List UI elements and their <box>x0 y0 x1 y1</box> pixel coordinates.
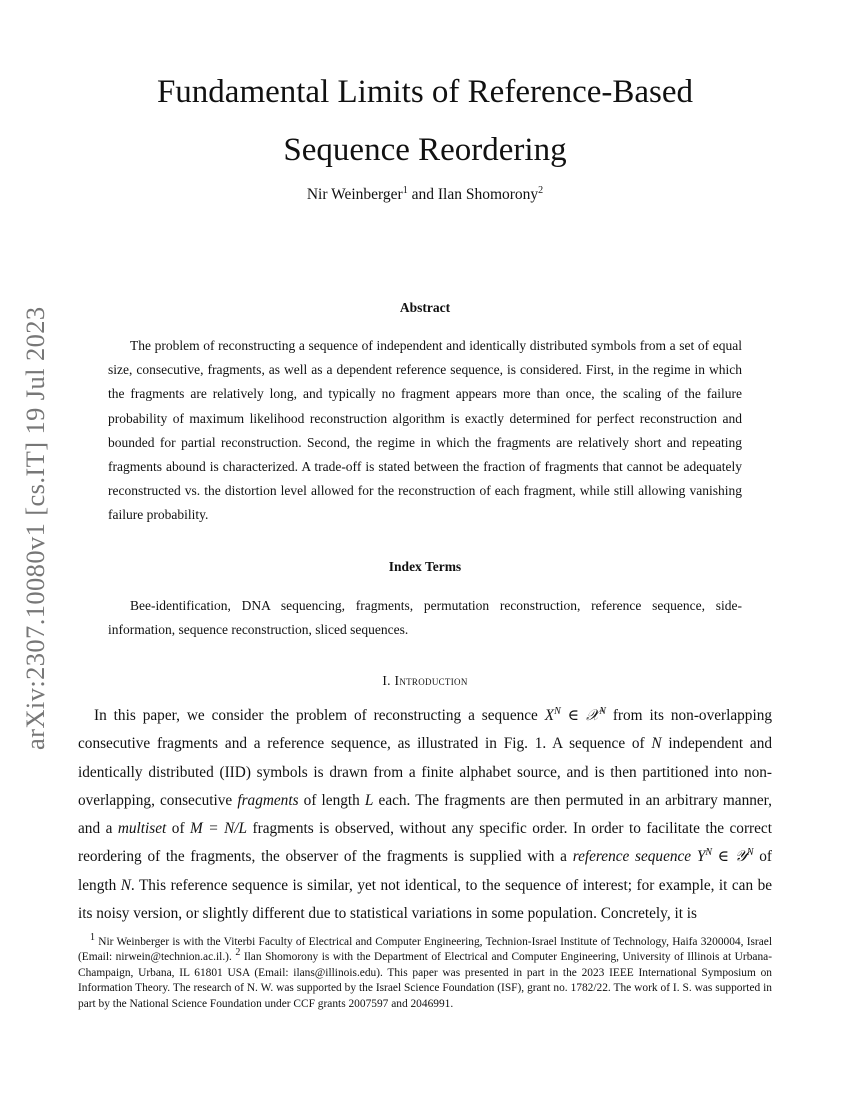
math-symbol: N <box>120 876 131 894</box>
math-expression: M = N/L <box>190 820 248 838</box>
math-symbol: X <box>544 707 555 724</box>
math-symbol: N <box>651 735 662 753</box>
emphasis-text: multiset <box>117 820 167 838</box>
emphasis-text: fragments <box>237 791 299 809</box>
footnote-text: $^1$ Nir Weinberger is with the Viterbi Faculty of Electrical and Computer Engineering, Technion-Israel Institute of Technology, Haifa 3200004, Israel (Email: nirwein@technion.ac.il.). $^2$ Ilan Shomorony is with the Department of Electrical and Computer Engineering, University of Illinois at Urbana-Champaign, Urbana, IL 61801 USA (Email: ilans@illinois.edu). This paper was presented in part in the 2023 IEEE International Symposium on Information Theory. The research of N. W. was supported by the Israel Science Foundation (ISF), grant no. 1782/22. The work of I. S. was supported in part by the National Science Foundation under CCF grants 2007597 and 2046991. <box>78 932 772 1010</box>
introduction-paragraph: In this paper, we consider the problem of reconstructing a sequence $X^N$ ∈ 𝒳$^N$ from its non-overlapping consecutive fragments and a reference sequence, as illustrated in Fig. 1. A sequence of N independent and identically distributed (IID) symbols is drawn from a finite alphabet source, and is then partitioned into non-overlapping, consecutive fragments of length L each. The fragments are then permuted in an arbitrary manner, and a multiset of M = N/L fragments is observed, without any specific order. In order to facilitate the correct reordering of the fragments, the observer of the fragments is supplied with a reference sequence $Y^N$ ∈ 𝒴$^N$ of length N. This reference sequence is similar, yet not identical, to the sequence of interest; for example, it can be its noisy version, or slightly different due to statistical variations in some population. Concretely, it is <box>78 705 773 923</box>
introduction-body <box>78 702 772 928</box>
index-terms-text: Bee-identification, DNA sequencing, fragments, permutation reconstruction, reference sequence, side-information, sequence reconstruction, sliced sequences. <box>108 598 742 638</box>
abstract-text: The problem of reconstructing a sequence of independent and identically distributed symbols from a set of equal size, consecutive, fragments, as well as a dependent reference sequence, is considered. First, in the regime in which the fragments are relatively long, and typically no fragment appears more than once, the scaling of the failure probability of maximum likelihood reconstruction algorithm is exactly determined for perfect reconstruction and bounded for partial reconstruction. Second, the regime in which the fragments are relatively short and repeating fragments abound is characterized. A trade-off is stated between the fraction of fragments that cannot be adequately reconstructed vs. the distortion level allowed for the reconstruction of each fragment, while still allowing vanishing failure probability. <box>108 338 742 523</box>
footnote <box>78 932 772 1012</box>
arxiv-identifier: arXiv:2307.10080v1 [cs.IT] 19 Jul 2023 <box>20 306 50 750</box>
math-symbol: 𝒳 <box>586 707 600 724</box>
abstract-body <box>108 334 742 528</box>
section-heading-introduction <box>0 673 850 689</box>
index-terms-heading: Index Terms <box>388 559 462 574</box>
math-symbol: L <box>364 791 374 809</box>
footnote-mark: 2 <box>235 947 241 959</box>
index-terms-body <box>108 594 742 642</box>
paper-title-line-1: Fundamental Limits of Reference-Based <box>156 74 694 110</box>
author-name: Ilan Shomorony <box>437 186 539 203</box>
paper-title-line-2: Sequence Reordering <box>283 132 567 168</box>
abstract-heading: Abstract <box>399 300 451 315</box>
emphasis-text: reference sequence <box>572 848 692 866</box>
author-conjunction: and <box>407 186 438 203</box>
math-symbol: Y <box>696 848 706 866</box>
section-numeral: I. <box>382 673 391 688</box>
math-symbol: 𝒴 <box>734 848 747 866</box>
section-title: Introduction <box>394 673 468 688</box>
author-affiliation-mark: 2 <box>538 184 544 196</box>
author-name: Nir Weinberger <box>306 186 403 203</box>
author-list <box>0 186 850 204</box>
author-affiliation-mark: 1 <box>402 184 408 196</box>
footnote-mark: 1 <box>90 932 95 944</box>
